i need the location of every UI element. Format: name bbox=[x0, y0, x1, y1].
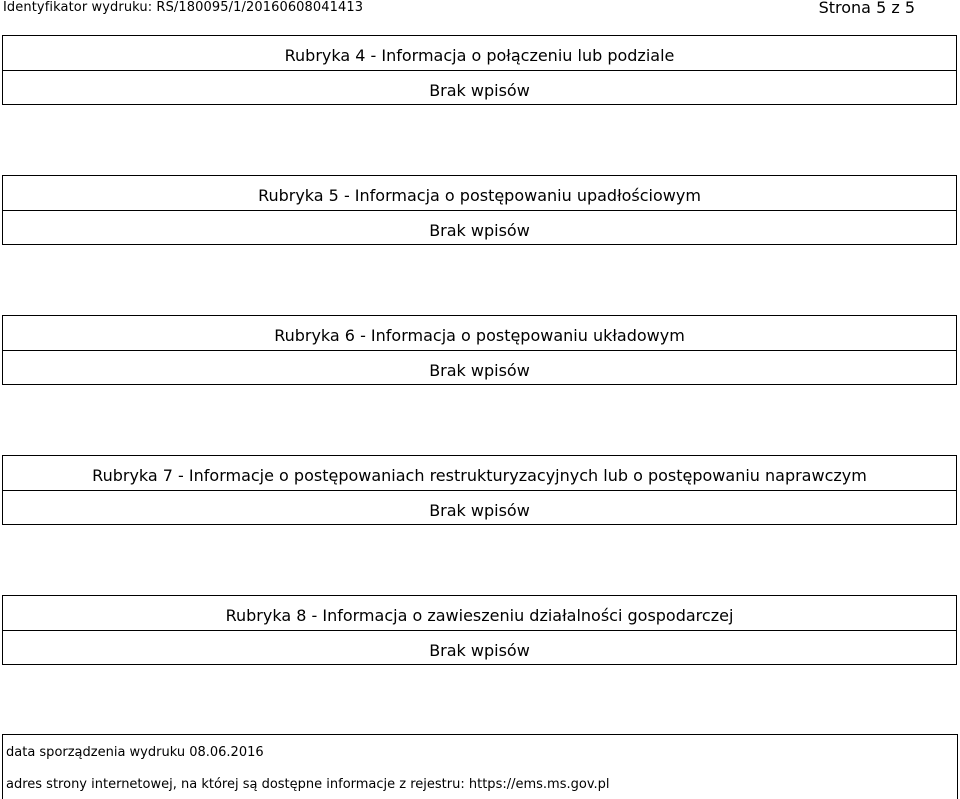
print-identifier: Identyfikator wydruku: RS/180095/1/20160608041413 bbox=[3, 0, 364, 15]
section-rubryka-5 bbox=[2, 175, 957, 245]
print-date: data sporządzenia wydruku 08.06.2016 bbox=[6, 745, 264, 760]
section-divider bbox=[3, 490, 956, 491]
section-title: Rubryka 7 - Informacje o postępowaniach restrukturyzacyjnych lub o postępowaniu naprawczym bbox=[92, 466, 867, 485]
section-entry: Brak wpisów bbox=[429, 641, 530, 660]
document-footer bbox=[2, 734, 958, 799]
section-title: Rubryka 4 - Informacja o połączeniu lub podziale bbox=[284, 46, 675, 65]
section-rubryka-4 bbox=[2, 35, 957, 105]
section-entry: Brak wpisów bbox=[429, 361, 530, 380]
section-title: Rubryka 5 - Informacja o postępowaniu upadłościowym bbox=[258, 186, 701, 205]
section-rubryka-7 bbox=[2, 455, 957, 525]
section-divider bbox=[3, 350, 956, 351]
section-divider bbox=[3, 210, 956, 211]
section-rubryka-8 bbox=[2, 595, 957, 665]
page-number: Strona 5 z 5 bbox=[818, 0, 915, 17]
section-entry: Brak wpisów bbox=[429, 501, 530, 520]
section-divider bbox=[3, 70, 956, 71]
section-entry: Brak wpisów bbox=[429, 221, 530, 240]
section-rubryka-6 bbox=[2, 315, 957, 385]
registry-address: adres strony internetowej, na której są dostępne informacje z rejestru: https://ems.ms.gov.pl bbox=[6, 777, 610, 792]
section-entry: Brak wpisów bbox=[429, 81, 530, 100]
section-title: Rubryka 6 - Informacja o postępowaniu układowym bbox=[274, 326, 685, 345]
section-divider bbox=[3, 630, 956, 631]
section-title: Rubryka 8 - Informacja o zawieszeniu działalności gospodarczej bbox=[225, 606, 734, 625]
